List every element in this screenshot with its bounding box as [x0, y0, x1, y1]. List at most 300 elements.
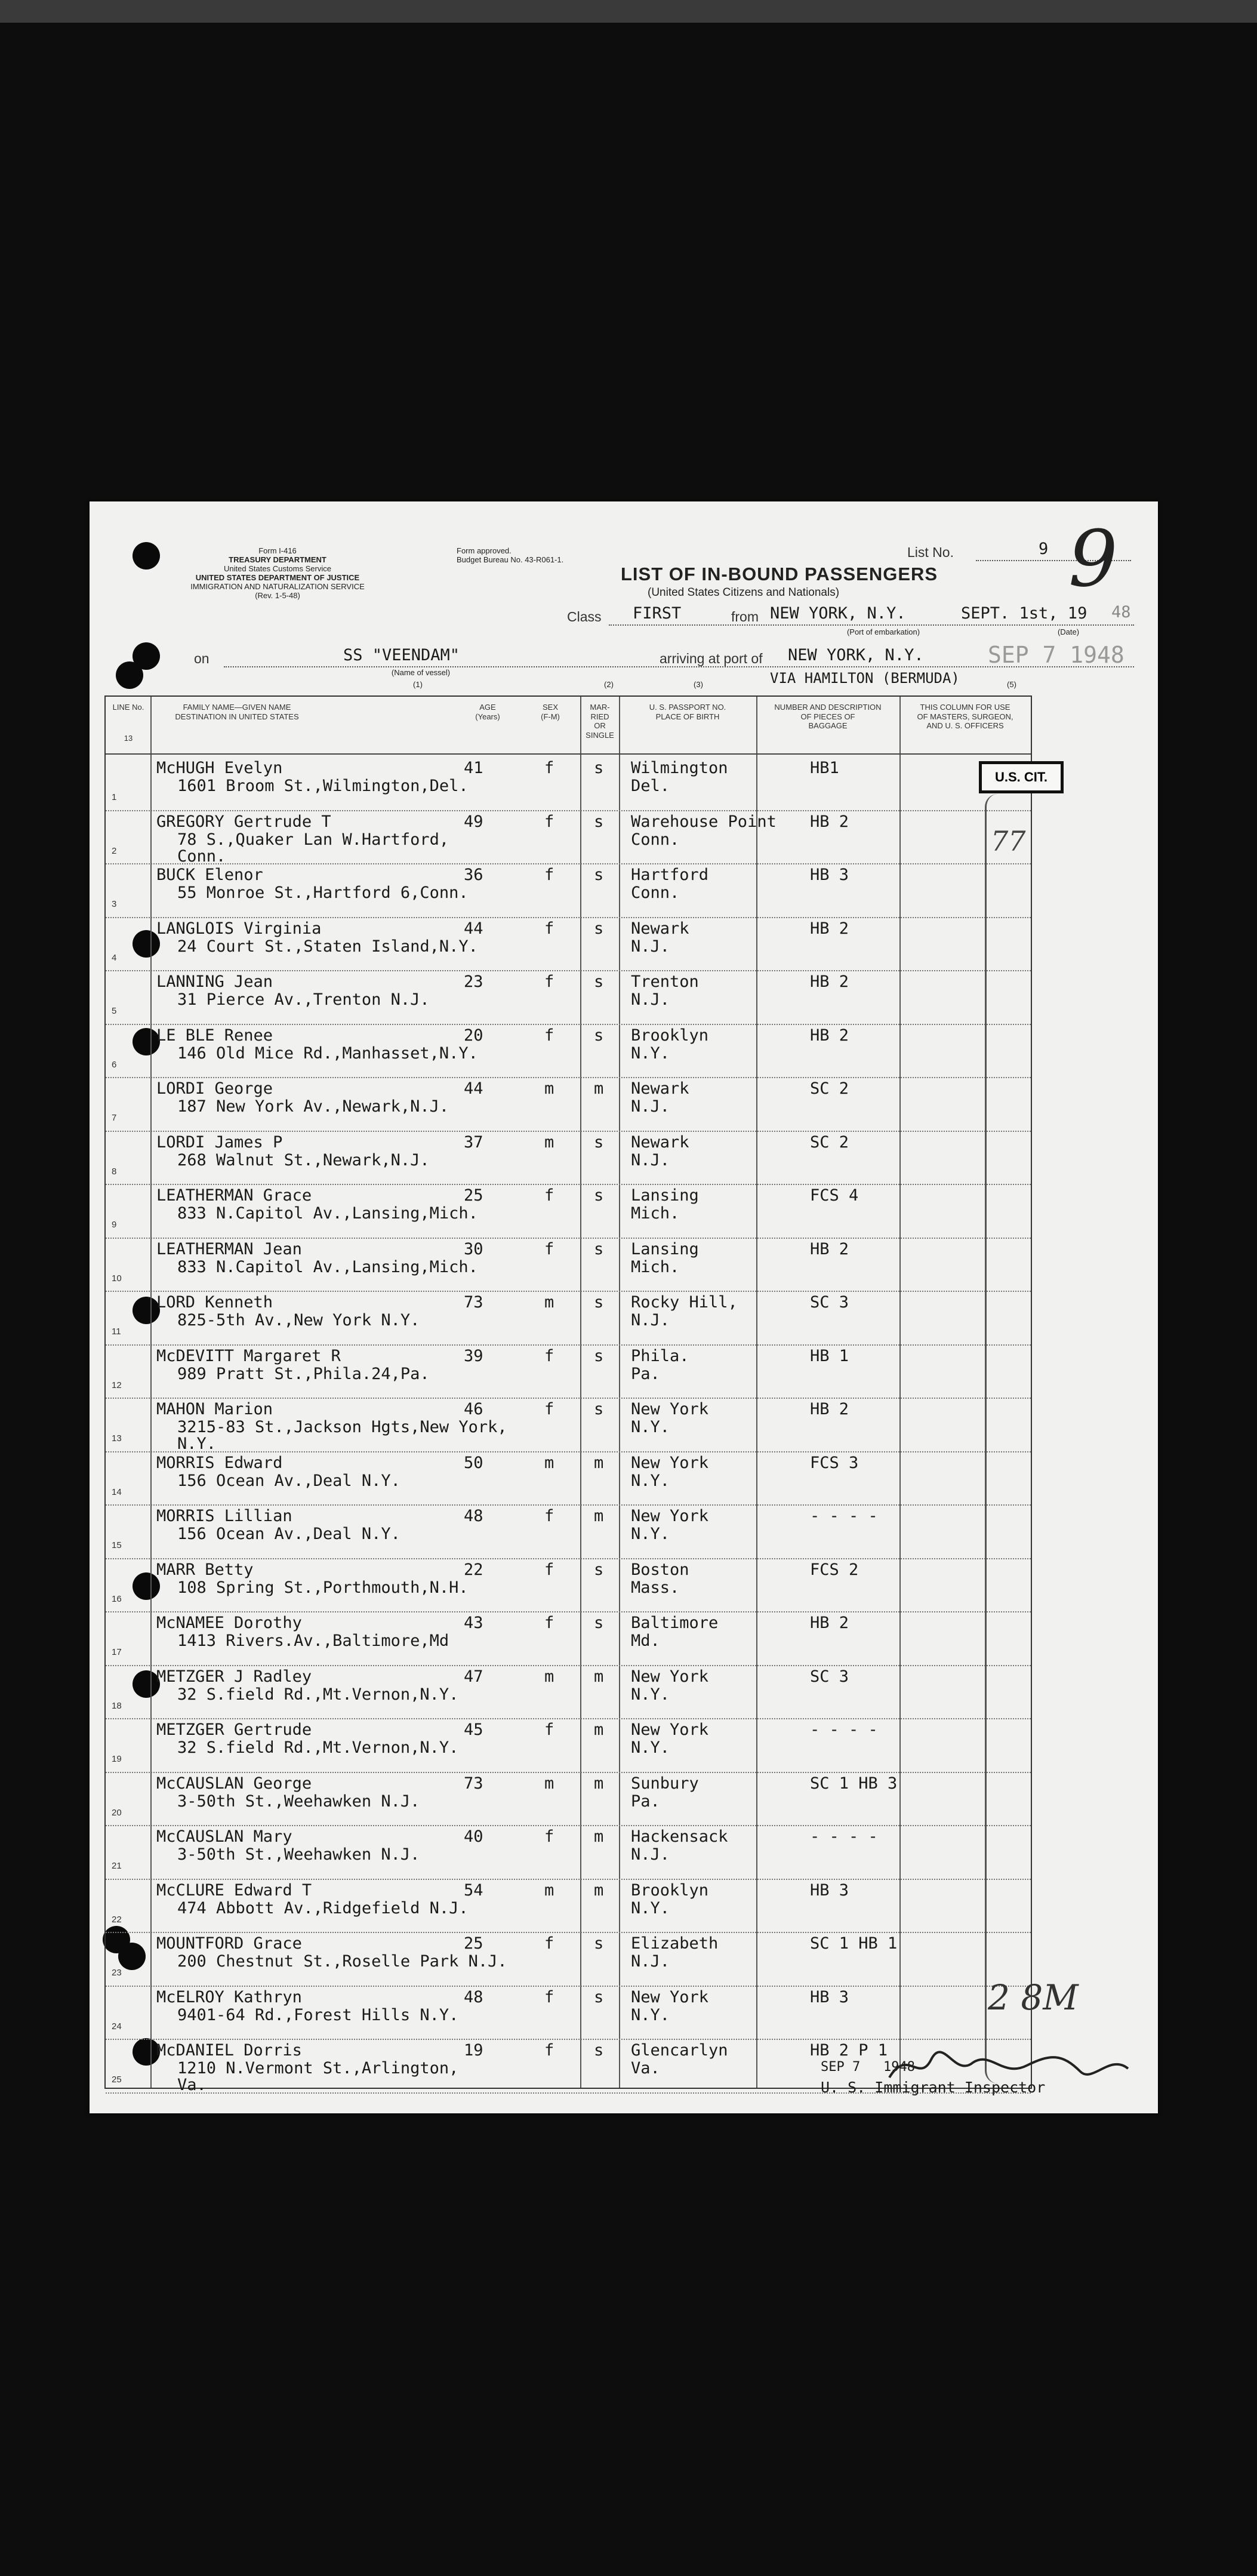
baggage: HB 2	[810, 1614, 849, 1632]
passenger-name: MARR Betty	[156, 1560, 254, 1579]
baggage: FCS 2	[810, 1560, 859, 1579]
note-3: (3)	[694, 680, 703, 689]
passenger-marital: m	[594, 1079, 604, 1098]
ins-service: IMMIGRATION AND NATURALIZATION SERVICE	[190, 581, 365, 591]
passenger-name: LEATHERMAN Jean	[156, 1239, 302, 1258]
birth-state: N.J.	[631, 990, 670, 1009]
birth-state: Conn.	[631, 830, 680, 849]
passenger-name: LE BLE Renee	[156, 1026, 273, 1045]
passenger-name: BUCK Elenor	[156, 866, 263, 884]
passenger-address: 3-50th St.,Weehawken N.J.	[177, 1845, 420, 1864]
row-divider	[106, 1131, 1031, 1132]
passenger-sex: f	[544, 1827, 554, 1846]
passenger-address-cont: Conn.	[177, 847, 226, 866]
baggage: HB 1	[810, 1346, 849, 1365]
birth-state: N.J.	[631, 1845, 670, 1864]
passenger-age: 23	[464, 972, 483, 991]
passenger-sex: f	[544, 1186, 554, 1205]
passenger-name: McCAUSLAN George	[156, 1774, 312, 1793]
passenger-age: 40	[464, 1827, 483, 1846]
date-note: (Date)	[1057, 627, 1080, 636]
passenger-sex: f	[544, 2041, 554, 2060]
us-cit-stamp: U.S. CIT.	[979, 761, 1064, 793]
row-divider	[106, 970, 1031, 971]
passenger-age: 48	[464, 1987, 483, 2006]
row-number: 9	[112, 1220, 117, 1230]
row-divider	[106, 1504, 1031, 1506]
passenger-sex: f	[544, 812, 554, 831]
passenger-age: 54	[464, 1881, 483, 1900]
passenger-address: 3-50th St.,Weehawken N.J.	[177, 1792, 420, 1811]
row-number: 20	[112, 1807, 122, 1818]
passenger-sex: m	[544, 1667, 554, 1686]
row-divider	[106, 1665, 1031, 1666]
passenger-sex: f	[544, 1026, 554, 1045]
via-route: VIA HAMILTON (BERMUDA)	[770, 670, 960, 687]
passenger-address: 825-5th Av.,New York N.Y.	[177, 1311, 420, 1329]
form-number: Form I-416	[258, 546, 297, 555]
birth-place: Brooklyn	[631, 1026, 709, 1045]
row-number: 7	[112, 1113, 117, 1123]
row-number: 6	[112, 1059, 117, 1070]
baggage: HB 2 P 1	[810, 2041, 888, 2060]
passenger-name: LANNING Jean	[156, 972, 273, 991]
passenger-age: 43	[464, 1614, 483, 1632]
passenger-address: 32 S.field Rd.,Mt.Vernon,N.Y.	[177, 1738, 459, 1757]
col-sex: SEX (F-M)	[541, 703, 560, 721]
passenger-age: 44	[464, 1079, 483, 1098]
passenger-address: 200 Chestnut St.,Roselle Park N.J.	[177, 1952, 507, 1971]
baggage: SC 3	[810, 1667, 849, 1686]
baggage: HB 2	[810, 919, 849, 938]
birth-place: Rocky Hill,	[631, 1293, 738, 1312]
passenger-address: 156 Ocean Av.,Deal N.Y.	[177, 1525, 400, 1543]
row-divider	[106, 1398, 1031, 1399]
row-number: 8	[112, 1166, 117, 1177]
birth-place: Newark	[631, 1132, 689, 1152]
row-number: 22	[112, 1914, 122, 1925]
birth-place: Baltimore	[631, 1614, 719, 1632]
birth-state: N.Y.	[631, 1685, 670, 1704]
passenger-age: 39	[464, 1346, 483, 1365]
passenger-address: 3215-83 St.,Jackson Hgts,New York,	[177, 1418, 507, 1436]
note-2: (2)	[604, 680, 614, 689]
passenger-address: 833 N.Capitol Av.,Lansing,Mich.	[177, 1257, 478, 1276]
passenger-sex: m	[544, 1774, 554, 1793]
birth-state: N.Y.	[631, 1044, 670, 1063]
list-no-typed: 9	[1039, 540, 1049, 558]
baggage: HB 3	[810, 1987, 849, 2006]
baggage: HB 2	[810, 972, 849, 991]
birth-state: N.J.	[631, 1952, 670, 1971]
birth-state: N.J.	[631, 1311, 670, 1329]
birth-place: New York	[631, 1721, 709, 1739]
row-number: 2	[112, 845, 117, 856]
birth-place: New York	[631, 1453, 709, 1472]
passenger-name: METZGER J Radley	[156, 1667, 312, 1686]
passenger-name: McCAUSLAN Mary	[156, 1827, 292, 1846]
passenger-age: 20	[464, 1026, 483, 1045]
baggage: HB 3	[810, 866, 849, 884]
row-number: 13	[112, 1433, 122, 1444]
birth-place: Brooklyn	[631, 1881, 709, 1900]
baggage: FCS 4	[810, 1186, 859, 1205]
passenger-sex: f	[544, 1400, 554, 1418]
passenger-marital: s	[594, 1400, 604, 1418]
row-number: 12	[112, 1380, 122, 1390]
row-divider	[106, 2039, 1031, 2040]
passenger-address-cont: Va.	[177, 2076, 207, 2094]
row-divider	[106, 1986, 1031, 1987]
birth-place: Hackensack	[631, 1827, 728, 1846]
passenger-name: McNAMEE Dorothy	[156, 1614, 302, 1632]
birth-place: Wilmington	[631, 759, 728, 777]
birth-place: Elizabeth	[631, 1934, 719, 1953]
class-value: FIRST	[633, 604, 682, 623]
col-passport: U. S. PASSPORT NO. PLACE OF BIRTH	[649, 703, 726, 721]
sail-date: SEPT. 1st, 19	[961, 604, 1087, 623]
passenger-address: 1413 Rivers.Av.,Baltimore,Md	[177, 1632, 449, 1650]
row-number: 24	[112, 2021, 122, 2032]
birth-state: Va.	[631, 2059, 660, 2078]
birth-place: New York	[631, 1400, 709, 1418]
passenger-marital: s	[594, 759, 604, 777]
passenger-marital: s	[594, 1346, 604, 1365]
passenger-marital: s	[594, 972, 604, 991]
row-number: 15	[112, 1540, 122, 1550]
row-divider	[106, 917, 1031, 918]
row-divider	[106, 810, 1031, 811]
baggage: - - - -	[810, 1827, 878, 1846]
passenger-age: 41	[464, 759, 483, 777]
row-divider	[106, 1932, 1031, 1933]
baggage: SC 2	[810, 1132, 849, 1152]
passenger-name: McDEVITT Margaret R	[156, 1346, 341, 1365]
from-label: from	[731, 609, 759, 624]
passenger-address: 187 New York Av.,Newark,N.J.	[177, 1097, 449, 1116]
passenger-address: 55 Monroe St.,Hartford 6,Conn.	[177, 884, 469, 902]
col-line-no: LINE No.	[112, 703, 144, 712]
passenger-table	[104, 695, 1032, 2094]
passenger-marital: m	[594, 1774, 604, 1793]
class-line	[609, 624, 1134, 626]
passenger-age: 45	[464, 1721, 483, 1739]
passenger-name: LORDI George	[156, 1079, 273, 1098]
row-number: 10	[112, 1273, 122, 1284]
passenger-address: 78 S.,Quaker Lan W.Hartford,	[177, 830, 449, 849]
birth-place: Warehouse Point	[631, 812, 777, 831]
passenger-marital: m	[594, 1827, 604, 1846]
list-no-handwritten: 9	[1068, 513, 1118, 604]
row-number: 23	[112, 1968, 122, 1978]
passenger-address: 31 Pierce Av.,Trenton N.J.	[177, 990, 430, 1009]
baggage: HB 3	[810, 1881, 849, 1900]
passenger-marital: s	[594, 1293, 604, 1312]
passenger-address: 32 S.field Rd.,Mt.Vernon,N.Y.	[177, 1685, 459, 1704]
baggage: HB1	[810, 759, 839, 777]
baggage: HB 2	[810, 1239, 849, 1258]
baggage: HB 2	[810, 1400, 849, 1418]
passenger-name: MORRIS Lillian	[156, 1507, 292, 1525]
passenger-name: MAHON Marion	[156, 1400, 273, 1418]
footer-stamp-date: SEP 7	[821, 2060, 861, 2075]
birth-state: N.Y.	[631, 1471, 670, 1490]
col-baggage: NUMBER AND DESCRIPTION OF PIECES OF BAGGAGE	[774, 703, 882, 731]
vessel-note: (Name of vessel)	[391, 668, 451, 677]
passenger-address: 833 N.Capitol Av.,Lansing,Mich.	[177, 1204, 478, 1223]
birth-state: N.Y.	[631, 2005, 670, 2024]
passenger-address: 24 Court St.,Staten Island,N.Y.	[177, 937, 478, 956]
row-number: 19	[112, 1754, 122, 1764]
passenger-sex: m	[544, 1132, 554, 1152]
row-number: 5	[112, 1006, 117, 1016]
baggage: - - - -	[810, 1721, 878, 1739]
row-number: 4	[112, 952, 117, 963]
passenger-age: 37	[464, 1132, 483, 1152]
baggage: FCS 3	[810, 1453, 859, 1472]
baggage: - - - -	[810, 1507, 878, 1525]
embark-note: (Port of embarkation)	[846, 627, 920, 636]
from-value: NEW YORK, N.Y.	[770, 604, 906, 623]
row-divider	[106, 1558, 1031, 1559]
birth-state: Md.	[631, 1632, 660, 1650]
class-label: Class	[567, 609, 602, 624]
footer-stamp-year: 1948	[883, 2060, 915, 2075]
passenger-name: LANGLOIS Virginia	[156, 919, 322, 938]
passenger-marital: m	[594, 1453, 604, 1472]
passenger-sex: m	[544, 1453, 554, 1472]
passenger-age: 25	[464, 1186, 483, 1205]
col-age: AGE (Years)	[475, 703, 500, 721]
baggage: SC 1 HB 1	[810, 1934, 898, 1953]
baggage: HB 2	[810, 812, 849, 831]
row-number: 21	[112, 1861, 122, 1871]
passenger-address: 1601 Broom St.,Wilmington,Del.	[177, 777, 469, 795]
passenger-marital: s	[594, 1132, 604, 1152]
row-number: 3	[112, 899, 117, 909]
pencil-mark: 77	[991, 825, 1026, 857]
document-title: LIST OF IN-BOUND PASSENGERS	[621, 564, 938, 584]
passenger-marital: s	[594, 1560, 604, 1579]
row-divider	[106, 1024, 1031, 1025]
passenger-sex: f	[544, 759, 554, 777]
arrive-port: NEW YORK, N.Y.	[788, 646, 924, 664]
row-divider	[106, 1238, 1031, 1239]
baggage: SC 3	[810, 1293, 849, 1312]
passenger-age: 19	[464, 2041, 483, 2060]
approval-block	[457, 547, 600, 565]
passenger-sex: f	[544, 1507, 554, 1525]
initials-mark: 2 8M	[988, 1977, 1079, 2018]
punch-hole	[133, 542, 160, 570]
row-number: 25	[112, 2075, 122, 2085]
row-number: 11	[112, 1327, 121, 1337]
row-divider	[106, 1184, 1031, 1185]
passenger-address: 1210 N.Vermont St.,Arlington,	[177, 2059, 459, 2078]
row-number: 1	[112, 792, 117, 802]
birth-place: Sunbury	[631, 1774, 699, 1793]
passenger-age: 73	[464, 1774, 483, 1793]
passenger-name: LORD Kenneth	[156, 1293, 273, 1312]
passenger-sex: f	[544, 1239, 554, 1258]
passenger-name: MORRIS Edward	[156, 1453, 283, 1472]
row-number: 16	[112, 1593, 122, 1604]
passenger-sex: f	[544, 919, 554, 938]
col-line-subno: 13	[124, 734, 133, 743]
passenger-marital: m	[594, 1507, 604, 1525]
passenger-marital: m	[594, 1721, 604, 1739]
row-number: 18	[112, 1700, 122, 1711]
birth-state: Del.	[631, 777, 670, 795]
birth-place: New York	[631, 1507, 709, 1525]
row-number: 14	[112, 1486, 122, 1497]
passenger-marital: m	[594, 1667, 604, 1686]
passenger-name: LORDI James P	[156, 1132, 283, 1152]
row-divider	[106, 1344, 1031, 1346]
revision: (Rev. 1-5-48)	[255, 590, 300, 600]
birth-state: N.J.	[631, 937, 670, 956]
passenger-name: McDANIEL Dorris	[156, 2041, 302, 2060]
birth-place: Glencarlyn	[631, 2041, 728, 2060]
birth-place: Hartford	[631, 866, 709, 884]
passenger-age: 47	[464, 1667, 483, 1686]
passenger-marital: s	[594, 1614, 604, 1632]
birth-place: Boston	[631, 1560, 689, 1579]
budget-bureau: Budget Bureau No. 43-R061-1.	[457, 555, 564, 564]
passenger-name: McHUGH Evelyn	[156, 759, 283, 777]
agency-block	[188, 547, 367, 601]
passenger-age: 25	[464, 1934, 483, 1953]
row-divider	[106, 1451, 1031, 1452]
birth-place: New York	[631, 1987, 709, 2006]
passenger-name: MOUNTFORD Grace	[156, 1934, 302, 1953]
passenger-address: 108 Spring St.,Porthmouth,N.H.	[177, 1578, 469, 1597]
passenger-sex: f	[544, 1614, 554, 1632]
arrive-stamp: SEP 7 1948	[988, 642, 1124, 668]
passenger-sex: f	[544, 1721, 554, 1739]
birth-place: Trenton	[631, 972, 699, 991]
passenger-sex: f	[544, 972, 554, 991]
note-1: (1)	[413, 680, 423, 689]
passenger-address: 474 Abbott Av.,Ridgefield N.J.	[177, 1898, 469, 1918]
passenger-age: 50	[464, 1453, 483, 1472]
passenger-marital: s	[594, 1026, 604, 1045]
birth-state: N.Y.	[631, 1418, 670, 1436]
birth-state: Mich.	[631, 1204, 680, 1223]
passenger-address: 9401-64 Rd.,Forest Hills N.Y.	[177, 2005, 459, 2024]
passenger-name: McELROY Kathryn	[156, 1987, 302, 2006]
passenger-name: METZGER Gertrude	[156, 1721, 312, 1739]
justice-dept: UNITED STATES DEPARTMENT OF JUSTICE	[195, 573, 360, 582]
passenger-sex: m	[544, 1881, 554, 1900]
passenger-name: LEATHERMAN Grace	[156, 1186, 312, 1205]
row-divider	[106, 1772, 1031, 1773]
col-officer: THIS COLUMN FOR USE OF MASTERS, SURGEON, AND U. S. OFFICERS	[917, 703, 1013, 731]
passenger-address: 268 Walnut St.,Newark,N.J.	[177, 1150, 430, 1169]
form-approved: Form approved.	[457, 546, 512, 555]
customs-service: United States Customs Service	[224, 564, 331, 573]
birth-state: Conn.	[631, 884, 680, 902]
passenger-name: McCLURE Edward T	[156, 1881, 312, 1900]
birth-place: New York	[631, 1667, 709, 1686]
passenger-sex: f	[544, 1934, 554, 1953]
birth-state: N.Y.	[631, 1898, 670, 1918]
passenger-marital: s	[594, 1186, 604, 1205]
passenger-marital: s	[594, 919, 604, 938]
birth-place: Newark	[631, 919, 689, 938]
arriving-label: arriving at port of	[660, 651, 763, 666]
passenger-marital: s	[594, 812, 604, 831]
col-name: FAMILY NAME—GIVEN NAME DESTINATION IN UNITED STATES	[175, 703, 299, 721]
passenger-address: 156 Ocean Av.,Deal N.Y.	[177, 1471, 400, 1490]
footer-inspector: U. S. Immigrant Inspector	[821, 2079, 1046, 2096]
passenger-age: 46	[464, 1400, 483, 1418]
baggage: SC 2	[810, 1079, 849, 1098]
passenger-sex: f	[544, 1987, 554, 2006]
on-label: on	[194, 651, 209, 666]
birth-place: Lansing	[631, 1186, 699, 1205]
row-divider	[106, 863, 1031, 864]
row-divider	[106, 1825, 1031, 1826]
pencil-check-line	[985, 794, 1010, 2083]
passenger-sex: f	[544, 1560, 554, 1579]
punch-hole	[116, 661, 143, 689]
passenger-age: 36	[464, 866, 483, 884]
passenger-marital: s	[594, 2041, 604, 2060]
vessel-name: SS "VEENDAM"	[343, 646, 460, 664]
row-divider	[106, 1718, 1031, 1719]
passenger-age: 44	[464, 919, 483, 938]
scanner-top-bar	[0, 0, 1257, 23]
passenger-address: 989 Pratt St.,Phila.24,Pa.	[177, 1364, 430, 1383]
sail-year: 48	[1111, 603, 1131, 621]
passenger-sex: f	[544, 1346, 554, 1365]
passenger-marital: m	[594, 1881, 604, 1900]
baggage: SC 1 HB 3	[810, 1774, 898, 1793]
passenger-sex: m	[544, 1293, 554, 1312]
row-divider	[106, 1077, 1031, 1078]
birth-state: N.J.	[631, 1097, 670, 1116]
passenger-sex: f	[544, 866, 554, 884]
passenger-age: 48	[464, 1507, 483, 1525]
header-divider	[106, 753, 1031, 755]
inspector-signature	[883, 2042, 1134, 2089]
col-married: MAR- RIED OR SINGLE	[586, 703, 614, 740]
birth-place: Newark	[631, 1079, 689, 1098]
list-no-label: List No.	[907, 544, 954, 560]
passenger-age: 49	[464, 812, 483, 831]
passenger-sex: m	[544, 1079, 554, 1098]
note-5: (5)	[1007, 680, 1016, 689]
passenger-age: 22	[464, 1560, 483, 1579]
passenger-name: GREGORY Gertrude T	[156, 812, 331, 831]
row-divider	[106, 1611, 1031, 1612]
passenger-marital: s	[594, 866, 604, 884]
birth-state: Pa.	[631, 1364, 660, 1383]
document-subtitle: (United States Citizens and Nationals)	[648, 586, 840, 599]
baggage: HB 2	[810, 1026, 849, 1045]
birth-state: N.Y.	[631, 1738, 670, 1757]
birth-state: Mich.	[631, 1257, 680, 1276]
row-divider	[106, 1291, 1031, 1292]
passenger-marital: s	[594, 1934, 604, 1953]
birth-place: Lansing	[631, 1239, 699, 1258]
birth-state: Pa.	[631, 1792, 660, 1811]
birth-state: N.J.	[631, 1150, 670, 1169]
birth-place: Phila.	[631, 1346, 689, 1365]
passenger-age: 30	[464, 1239, 483, 1258]
birth-state: N.Y.	[631, 1525, 670, 1543]
